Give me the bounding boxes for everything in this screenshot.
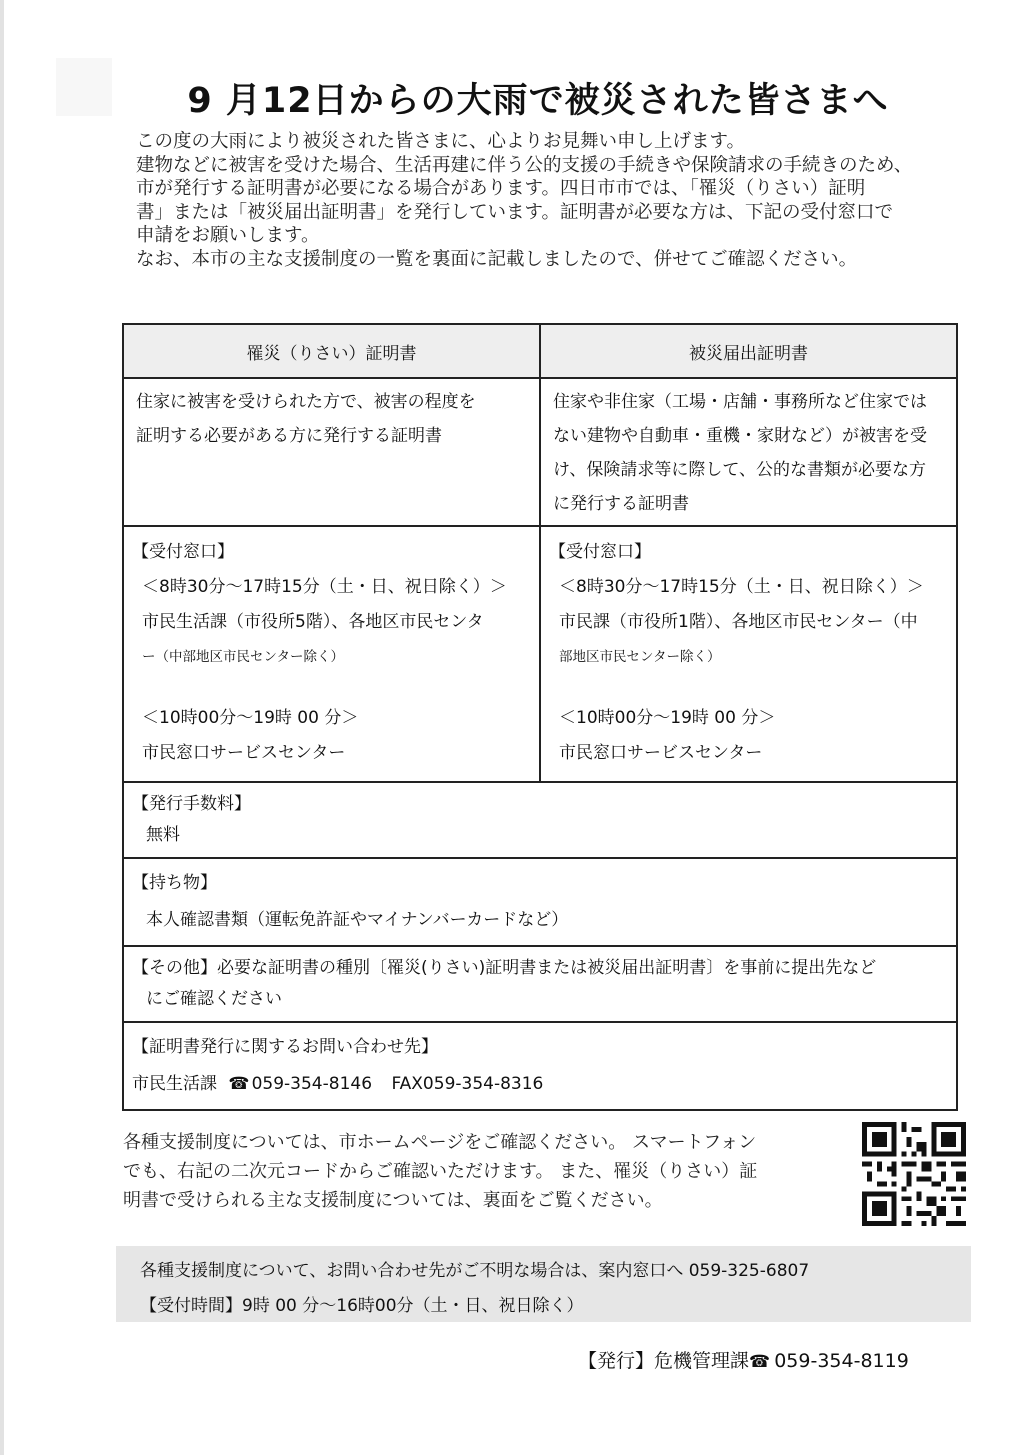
other-line: にご確認ください: [146, 989, 282, 1009]
header-risai-certificate: 罹災（りさい）証明書: [123, 324, 540, 378]
description-line: 証明する必要がある方に発行する証明書: [136, 426, 442, 446]
window-label: 【受付窓口】: [132, 542, 234, 562]
hisai-window: [540, 526, 957, 782]
issuer-line: [578, 1346, 909, 1373]
other-row: [123, 946, 957, 1022]
fee-row: [123, 782, 957, 858]
info-box-line: 【受付時間】9時 00 分～16時00分（土・日、祝日除く）: [140, 1296, 584, 1316]
window-place-note: ー（中部地区市民センター除く）: [142, 649, 344, 665]
intro-line: なお、本市の主な支援制度の一覧を裏面に記載しましたので、併せてご確認ください。: [136, 248, 858, 270]
window-label: 【受付窓口】: [549, 542, 651, 562]
spacer: [549, 675, 946, 701]
risai-window: [123, 526, 540, 782]
window-place: 市民生活課（市役所5階）、各地区市民センタ: [142, 612, 484, 632]
belongings-value: 本人確認書類（運転免許証やマイナンバーカードなど）: [146, 910, 569, 930]
contact-cell: [123, 1022, 957, 1110]
info-box: [116, 1246, 971, 1322]
belongings-label: 【持ち物】: [132, 873, 217, 893]
contact-line: [132, 1066, 946, 1103]
fee-value: 無料: [146, 825, 180, 845]
description-line: 住家や非住家（工場・店舗・事務所など住家では: [553, 392, 927, 412]
intro-line: 市が発行する証明書が必要になる場合があります。四日市市では、「罹災（りさい）証明: [136, 178, 866, 199]
info-box-line: 各種支援制度について、お問い合わせ先がご不明な場合は、案内窓口へ 059-325-6807: [140, 1261, 810, 1281]
intro-text: [136, 130, 976, 271]
telephone-icon: ☎: [228, 1074, 250, 1094]
intro-line: 建物などに被害を受けた場合、生活再建に伴う公的支援の手続きや保険請求の手続きのため、: [136, 154, 913, 176]
other-cell: [123, 946, 957, 1022]
risai-description: [123, 378, 540, 526]
issuer-label: 【発行】危機管理課: [578, 1350, 750, 1372]
intro-line: この度の大雨により被災された皆さまに、心よりお見舞い申し上げます。: [136, 131, 746, 152]
qr-code-icon[interactable]: [862, 1122, 966, 1226]
certificate-table: [122, 323, 958, 1111]
window-hours: ＜10時00分～19時 00 分＞: [142, 708, 359, 728]
description-row: [123, 378, 957, 526]
description-line: に発行する証明書: [553, 494, 689, 514]
contact-row: [123, 1022, 957, 1110]
page-title: 9 月12日からの大雨で被災された皆さまへ: [187, 81, 889, 121]
support-info-text: [123, 1128, 843, 1215]
belongings-row: [123, 858, 957, 946]
support-line: 明書で受けられる主な支援制度については、裏面をご覧ください。: [123, 1190, 663, 1211]
window-place: 市民課（市役所1階）、各地区市民センター（中: [559, 612, 918, 632]
telephone-icon: ☎: [749, 1352, 771, 1372]
contact-label: 【証明書発行に関するお問い合わせ先】: [132, 1037, 438, 1057]
contact-tel: 059-354-8146: [251, 1074, 373, 1094]
description-line: け、保険請求等に際して、公的な書類が必要な方: [553, 460, 926, 480]
support-line: 各種支援制度については、市ホームページをご確認ください。 スマートフォン: [123, 1132, 757, 1153]
window-place: 市民窓口サービスセンター: [559, 743, 763, 763]
support-line: でも、右記の二次元コードからご確認いただけます。 また、罹災（りさい）証: [123, 1161, 758, 1182]
intro-line: 書」または「被災届出証明書」を発行しています。証明書が必要な方は、下記の受付窓口で: [136, 201, 894, 223]
page-left-edge: [0, 0, 4, 1455]
window-hours: ＜8時30分～17時15分（土・日、祝日除く）＞: [142, 577, 507, 597]
hisai-description: [540, 378, 957, 526]
belongings-cell: [123, 858, 957, 946]
fee-cell: [123, 782, 957, 858]
issuer-tel: 059-354-8119: [774, 1350, 909, 1372]
window-place: 市民窓口サービスセンター: [142, 743, 346, 763]
spacer: [132, 675, 529, 701]
table-header-row: [123, 324, 957, 378]
contact-dept: 市民生活課: [132, 1074, 217, 1094]
fee-label: 【発行手数料】: [132, 794, 251, 814]
description-line: ない建物や自動車・重機・家財など）が被害を受: [553, 426, 927, 446]
intro-line: 申請をお願いします。: [136, 225, 320, 246]
header-hisai-certificate: 被災届出証明書: [540, 324, 957, 378]
window-hours: ＜10時00分～19時 00 分＞: [559, 708, 776, 728]
window-place-note: 部地区市民センター除く）: [559, 649, 721, 665]
description-line: 住家に被害を受けられた方で、被害の程度を: [136, 392, 476, 412]
contact-fax: FAX059-354-8316: [391, 1074, 544, 1094]
window-row: [123, 526, 957, 782]
window-hours: ＜8時30分～17時15分（土・日、祝日除く）＞: [559, 577, 924, 597]
other-line: 【その他】必要な証明書の種別〔罹災(りさい)証明書または被災届出証明書〕を事前に提出先など: [132, 958, 877, 978]
